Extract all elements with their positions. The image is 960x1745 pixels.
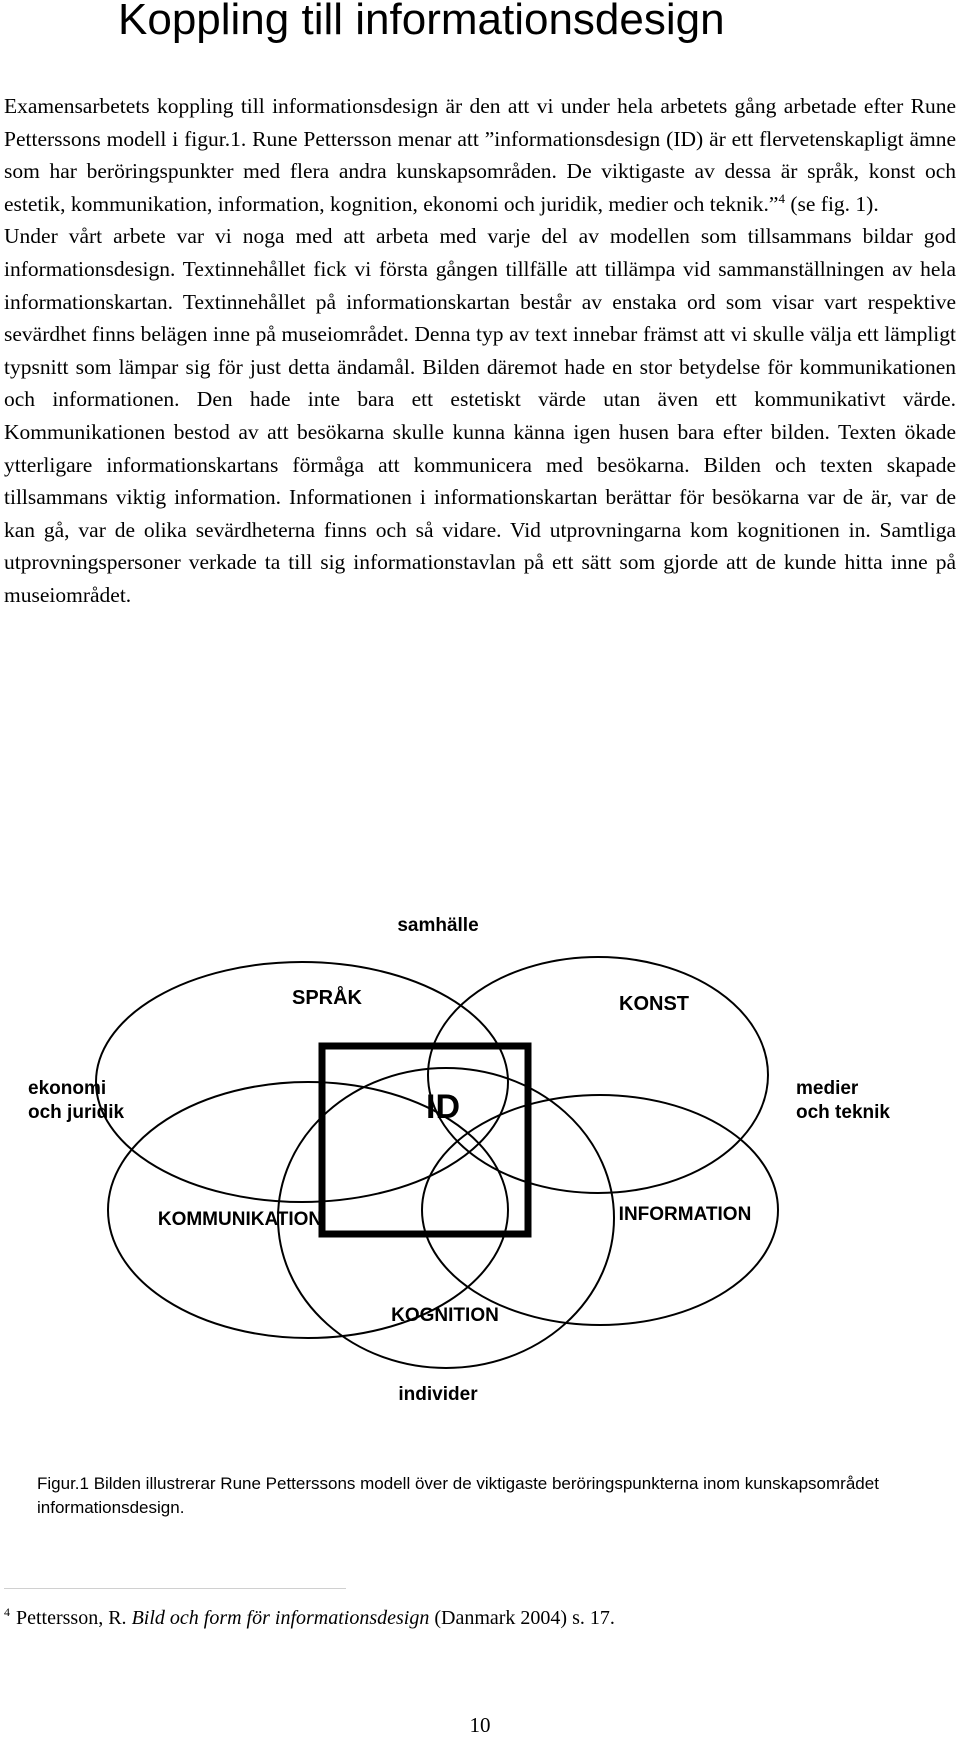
footnote-reference[interactable]: 4 [778,190,785,206]
id-model-diagram [0,900,960,1420]
footnote-author: Pettersson, R. [16,1607,132,1629]
label-kommunikation: KOMMUNIKATION [157,1209,323,1230]
figure-caption: Figur.1 Bilden illustrerar Rune Petterssons modell över de viktigaste beröringspunkterna inom kunskapsområdet informationsdesign. [37,1474,879,1517]
footnote-book-title: Bild och form för informationsdesign [131,1607,430,1629]
label-ekonomi-2: och juridik [28,1102,125,1123]
paragraph-2: Under vårt arbete var vi noga med att arbeta med varje del av modellen som tillsammans bildar god informationsdesign. Textinnehållet fick vi första gången tillfälle att tillämpa vid sammanställningen av hela informationskartan. Textinnehållet på informationskartan består av enstaka ord som visar vart respektive sevärdhet finns belägen inne på museiområdet. Denna typ av text innebar främst att vi skulle välja ett lämpligt typsnitt som lämpar sig för just detta ändamål. Bilden däremot hade en stor betydelse för kommunikationen och informationen. Den hade inte bara ett estetiskt värde utan även ett kommunikativt värde. Kommunikationen bestod av att besökarna skulle kunna känna igen husen bara efter bilden. Texten ökade ytterligare informationskartans förmåga att kommunicera med besökarna. Bilden och texten skapade tillsammans viktig information. Informationen i informationskartan berättar för besökarna var de är, var de kan gå, var de olika sevärdheterna finns och så vidare. Vid utprovningarna kom kognitionen in. Samtliga utprovningspersoner verkade ta till sig informationstavlan på ett sätt som gjorde att de kunde hitta inne på museiområdet. [4,224,956,607]
paragraph-1-text: Examensarbetets koppling till informationsdesign är den att vi under hela arbetets gång arbetade efter Rune Petterssons modell i figur.1. Rune Pettersson menar att ”informationsdesign (ID) är ett flervetenskapligt ämne som har beröringspunkter med flera andra kunskapsområden. De viktigaste av dessa är språk, konst och estetik, kommunikation, information, kognition, ekonomi och juridik, medier och teknik.” [4,94,956,216]
page-number: 10 [469,1713,491,1737]
page-title: Koppling till informationsdesign [118,0,725,44]
footnote-number: 4 [4,1605,10,1620]
label-samhalle: samhälle [397,915,479,936]
body-text [4,90,956,612]
label-kognition: KOGNITION [391,1305,499,1326]
label-individer: individer [398,1384,478,1405]
label-ekonomi-1: ekonomi [28,1078,107,1099]
label-konst: KONST [619,993,689,1015]
paragraph-1 [4,90,956,220]
paragraph-1-tail: (se fig. 1). [784,191,879,216]
label-medier-1: medier [796,1078,859,1099]
ellipse-konst [428,957,768,1193]
label-medier-2: och teknik [796,1102,890,1123]
footnote-details: (Danmark 2004) s. 17. [429,1607,615,1629]
footnote-separator [4,1588,346,1589]
label-id: ID [426,1088,460,1126]
footnote [4,1603,615,1633]
label-information: INFORMATION [618,1204,752,1225]
label-sprak: SPRÅK [291,987,363,1009]
